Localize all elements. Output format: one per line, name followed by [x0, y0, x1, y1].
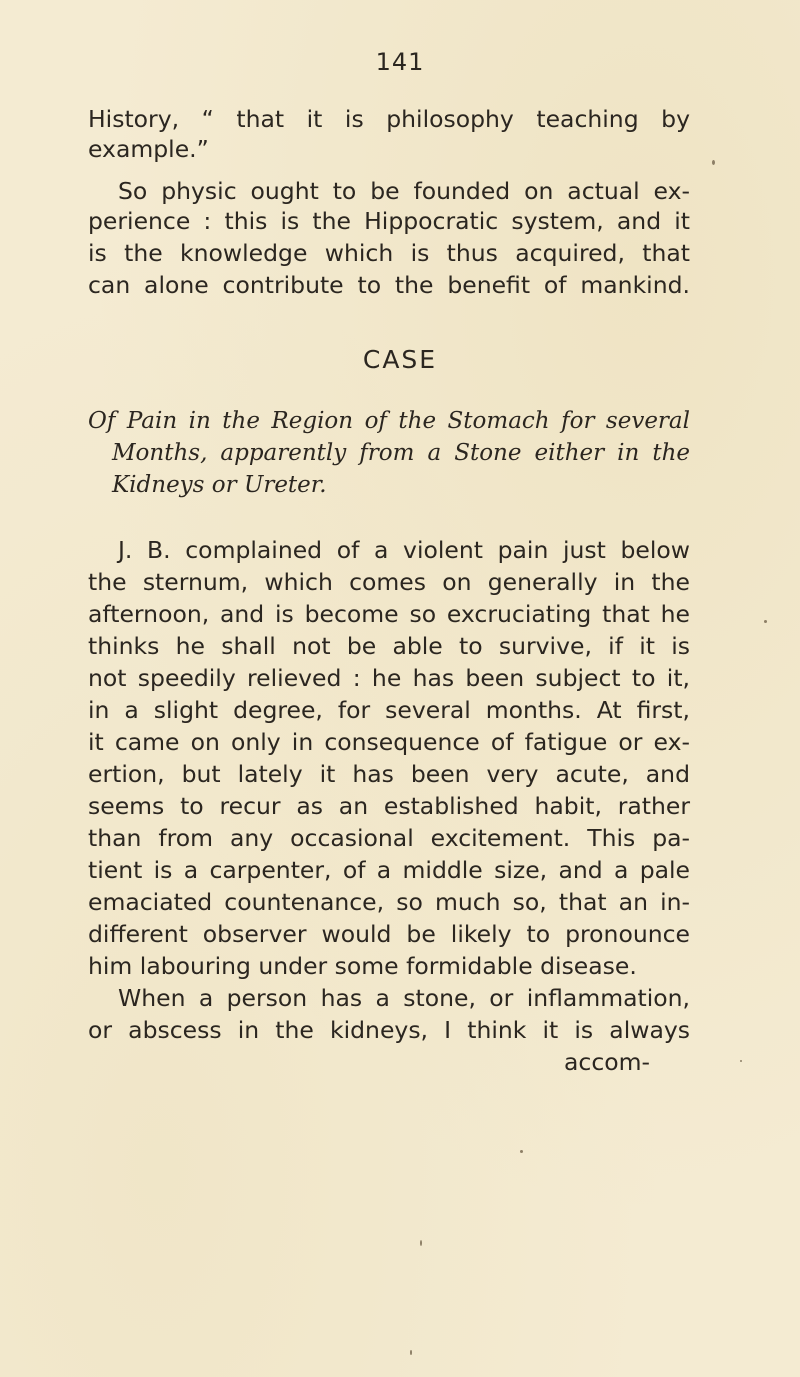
text-line: perience : this is the Hippocratic system, and it [88, 207, 690, 235]
text-line: So physic ought to be founded on actual ex- [118, 177, 690, 205]
text-line: thinks he shall not be able to survive, if it is [88, 632, 690, 660]
paper-speck [740, 1060, 742, 1062]
paper-speck [410, 1350, 412, 1355]
paper-speck [520, 1150, 523, 1153]
text-line: can alone contribute to the benefit of mankind. [88, 271, 690, 299]
case-subtitle-line: Kidneys or Ureter. [112, 472, 327, 498]
page-number: 141 [375, 48, 425, 76]
text-line: History, “ that it is philosophy teaching by [88, 105, 690, 133]
paper-speck [712, 160, 715, 165]
text-line: the sternum, which comes on generally in the [88, 568, 690, 596]
text-line: it came on only in consequence of fatigue or ex- [88, 728, 690, 756]
case-subtitle-line: Months, apparently from a Stone either in the [112, 440, 690, 466]
text-line: J. B. complained of a violent pain just below [118, 536, 690, 564]
text-line: afternoon, and is become so excruciating that he [88, 600, 690, 628]
text-line: tient is a carpenter, of a middle size, and a pale [88, 856, 690, 884]
text-line: is the knowledge which is thus acquired, that [88, 239, 690, 267]
text-line: than from any occasional excitement. This pa- [88, 824, 690, 852]
text-line: or abscess in the kidneys, I think it is always [88, 1016, 690, 1044]
paper-speck [764, 620, 767, 623]
text-line: seems to recur as an established habit, rather [88, 792, 690, 820]
case-subtitle-line: Of Pain in the Region of the Stomach for several [88, 408, 690, 434]
paper-speck [420, 1240, 422, 1246]
text-line: When a person has a stone, or inflammation, [118, 984, 690, 1012]
text-line: him labouring under some formidable disease. [88, 952, 637, 980]
catchword: accom- [564, 1048, 650, 1076]
text-line: emaciated countenance, so much so, that an in- [88, 888, 690, 916]
text-line: ertion, but lately it has been very acute, and [88, 760, 690, 788]
text-line: in a slight degree, for several months. At first, [88, 696, 690, 724]
text-line: example.” [88, 135, 209, 163]
case-heading: CASE [362, 345, 438, 374]
text-line: not speedily relieved : he has been subject to it, [88, 664, 690, 692]
text-line: different observer would be likely to pronounce [88, 920, 690, 948]
